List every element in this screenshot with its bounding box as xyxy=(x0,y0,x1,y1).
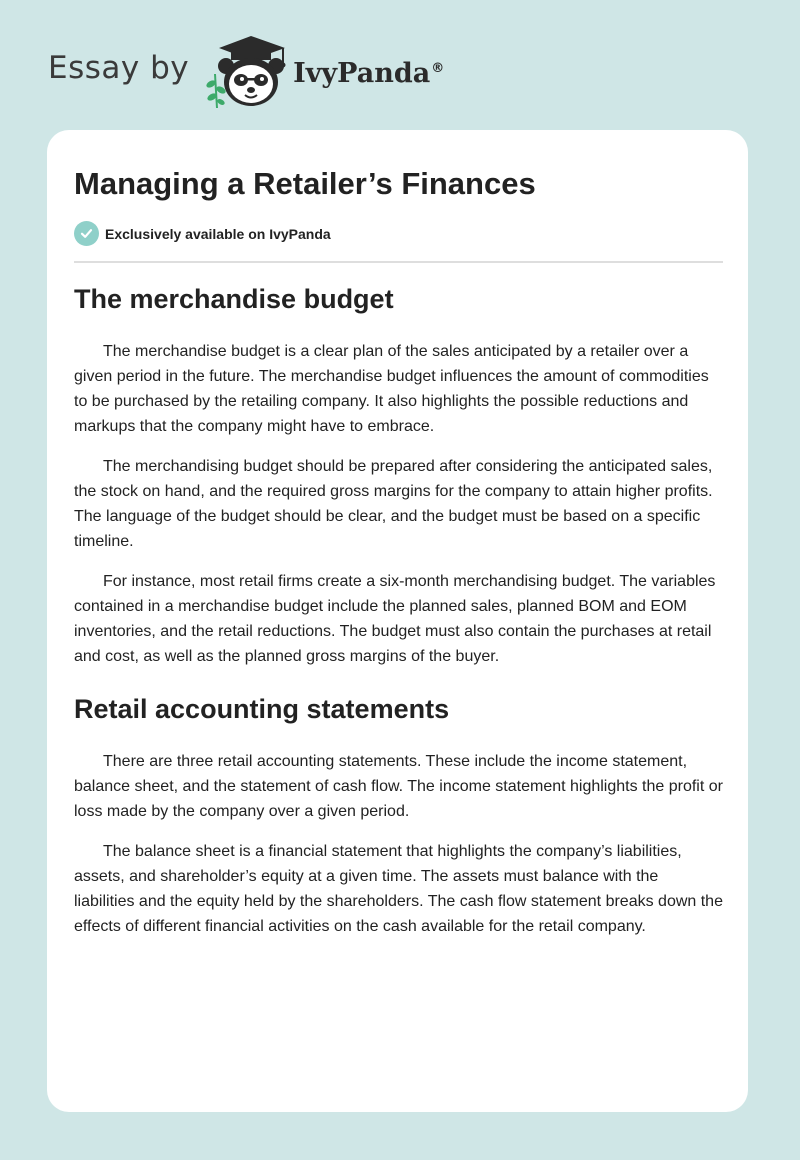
paragraph: The merchandise budget is a clear plan of the sales anticipated by a retailer over a given period in the future. The merchandise budget influences the amount of commodities to be purchased by the retailing company. It also highlights the possible reductions and markups that the company might have to embrace. xyxy=(74,343,709,435)
brand-name[interactable] xyxy=(293,58,444,89)
panda-logo-icon[interactable] xyxy=(205,34,291,110)
section-heading: The merchandise budget xyxy=(74,284,394,314)
registered-mark: ® xyxy=(431,60,445,76)
essay-card xyxy=(47,130,748,1112)
section-merchandise-budget xyxy=(74,284,723,669)
essay-by-label: Essay by xyxy=(48,50,190,86)
paragraph: There are three retail accounting statements. These include the income statement, balance sheet, and the statement of cash flow. The income statement highlights the profit or loss made by the company over a given period. xyxy=(74,753,723,820)
exclusive-badge xyxy=(74,221,331,246)
section-heading: Retail accounting statements xyxy=(74,694,450,724)
paragraph: For instance, most retail firms create a six-month merchandising budget. The variables contained in a merchandise budget include the planned sales, planned BOM and EOM inventories, and the retail reductions. The budget must also contain the purchases at retail and cost, as well as the planned gross margins of the buyer. xyxy=(74,573,716,665)
brand-text: IvyPanda xyxy=(293,57,431,89)
check-icon xyxy=(74,221,99,246)
paragraph: The merchandising budget should be prepared after considering the anticipated sales, the stock on hand, and the required gross margins for the company to attain higher profits. The language of the budget should be clear, and the budget must be based on a specific timeline. xyxy=(74,458,713,550)
badge-label: Exclusively available on IvyPanda xyxy=(105,225,331,242)
paragraph: The balance sheet is a financial statement that highlights the company’s liabilities, assets, and shareholder’s equity at a given time. The assets must balance with the liabilities and the equity held by the shareholders. The cash flow statement breaks down the effects of different financial activities on the cash available for the retail company. xyxy=(74,843,723,935)
site-header xyxy=(48,34,444,110)
page-title: Managing a Retailer’s Finances xyxy=(74,166,536,201)
section-retail-accounting xyxy=(74,694,723,939)
title-divider xyxy=(74,261,723,263)
